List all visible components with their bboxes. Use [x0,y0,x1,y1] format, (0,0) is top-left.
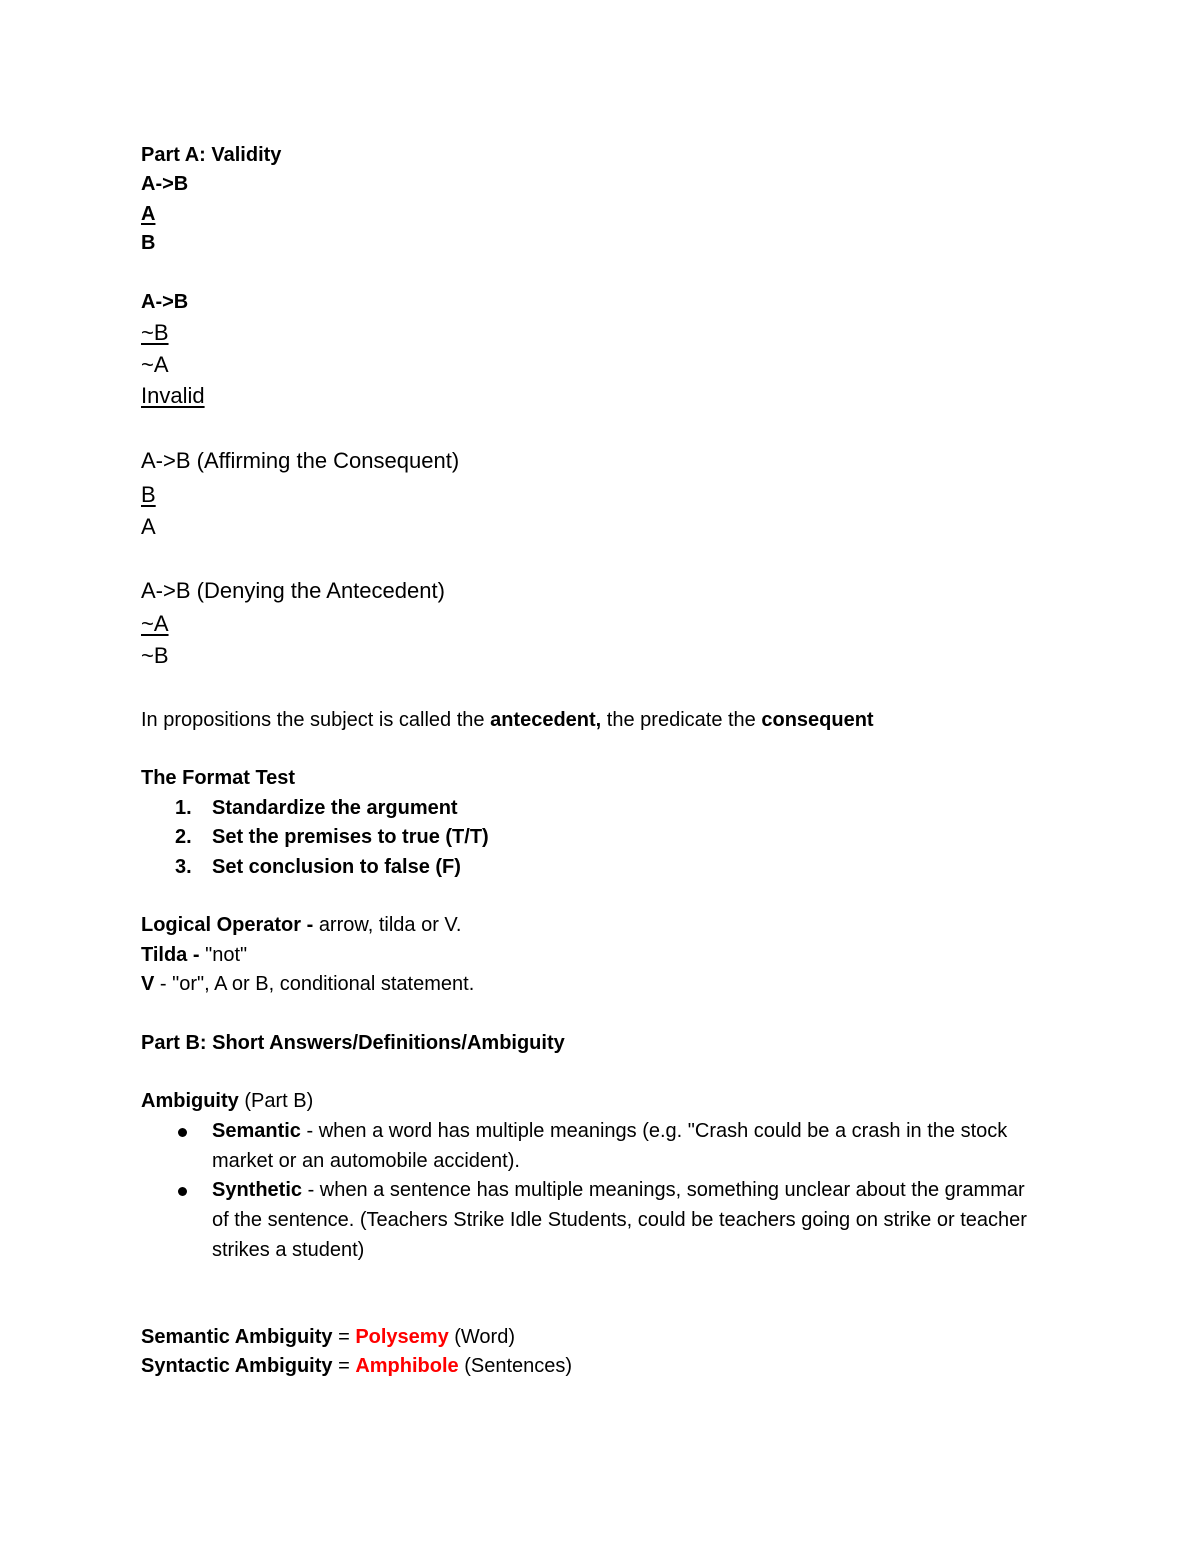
definition-logical-operator [141,915,461,935]
block2-line-2: ~B [141,320,169,345]
definition-text: - "or", A or B, conditional statement. [154,973,475,995]
list-item-text: Set the premises to true (T/T) [212,826,489,848]
block1-line-2: A [141,203,156,225]
block2-line-4: Invalid [141,383,205,408]
block3-line-2: B [141,482,156,507]
part-b-heading: Part B: Short Answers/Definitions/Ambiguity [141,1032,565,1054]
list-item-text: Set conclusion to false (F) [212,856,461,878]
list-number: 3. [175,856,192,878]
definition-text: "not" [205,944,248,966]
equation-value: Polysemy [355,1326,449,1348]
bullet-dot-icon [178,1128,187,1137]
equation-note: (Sentences) [458,1355,573,1377]
equation-sign: = [332,1326,356,1348]
bullet-description: - when a word has multiple meanings (e.g. "Crash could be a crash in the stock market or an automobile accident). [212,1120,1008,1172]
block2-line-1: A->B [141,291,189,313]
block2-line-3: ~A [141,352,169,377]
block3-line-1: A->B (Affirming the Consequent) [141,448,460,473]
propositions-text-1: In propositions the subject is called the [141,709,491,731]
list-number: 2. [175,826,192,848]
definition-term: Logical Operator - [141,914,319,936]
bullet-term: Synthetic [212,1179,303,1201]
block1-line-1: A->B [141,173,189,195]
block4-line-1: A->B (Denying the Antecedent) [141,578,445,603]
block3-line-3: A [141,514,156,539]
propositions-bold-1: antecedent, [490,709,602,731]
equation-semantic [141,1327,515,1347]
definition-term: Tilda - [141,944,206,966]
bullet-description: - when a sentence has multiple meanings, something unclear about the grammar of the sentence. (Teachers Strike Idle Students, could be teachers going on strike or teacher strikes a student) [212,1179,1027,1261]
definition-text: arrow, tilda or V. [318,914,462,936]
bullet-dot-icon [178,1187,187,1196]
ambiguity-heading [141,1091,313,1111]
propositions-bold-2: consequent [761,709,874,731]
definition-v [141,974,474,994]
definition-tilda [141,945,247,965]
equation-term: Syntactic Ambiguity [141,1355,333,1377]
list-number: 1. [175,797,192,819]
block1-line-3: B [141,232,156,254]
propositions-text-2: the predicate the [601,709,762,731]
equation-term: Semantic Ambiguity [141,1326,333,1348]
bullet-text [212,1175,1042,1265]
part-a-heading: Part A: Validity [141,144,282,166]
definition-term: V [141,973,155,995]
propositions-paragraph [141,710,874,730]
format-test-heading: The Format Test [141,767,296,789]
ambiguity-note: (Part B) [238,1090,314,1112]
ambiguity-term: Ambiguity [141,1090,239,1112]
list-item-text: Standardize the argument [212,797,458,819]
bullet-term: Semantic [212,1120,301,1142]
block4-line-3: ~B [141,643,169,668]
equation-syntactic [141,1356,572,1376]
equation-value: Amphibole [355,1355,459,1377]
block4-line-2: ~A [141,611,169,636]
equation-sign: = [332,1355,356,1377]
equation-note: (Word) [448,1326,516,1348]
bullet-text [212,1116,1042,1176]
